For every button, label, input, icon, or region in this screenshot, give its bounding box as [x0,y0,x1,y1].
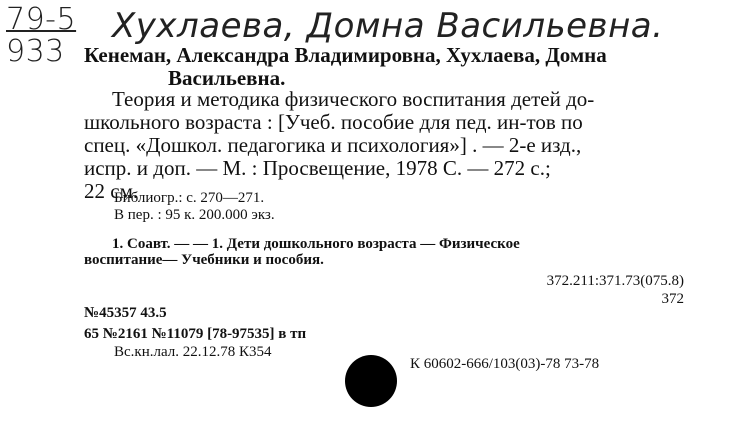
publisher-code: К 60602-666/103(03)-78 73-78 [410,356,600,372]
body-line-5: 22 см. [84,179,139,203]
udc-code: 372.211:371.73(075.8) [546,273,684,289]
subject-line-2: воспитание— Учебники и пособия. [84,252,324,268]
classification-block [547,272,684,308]
heading-line-2: Васильевна. [168,66,286,90]
punch-hole [345,355,397,407]
order-line: 65 №2161 №11079 [78-97535] в тп [84,326,307,342]
subject-headings [84,236,684,268]
handwritten-call-number-bottom: 933 [6,34,65,69]
body-line-4: испр. и доп. — М. : Просвещение, 1978 С. — 272 с.; [84,156,551,180]
bibliographic-description [84,88,684,203]
card-heading [84,44,704,90]
price-note: В пер. : 95 к. 200.000 экз. [114,207,275,223]
body-line-3: спец. «Дошкол. педагогика и психология»] . — 2-е изд., [84,133,582,157]
subject-line-1: 1. Соавт. — — 1. Дети дошкольного возраста — Физическое [112,236,520,252]
body-line-1: Теория и методика физического воспитания детей до- [112,87,595,111]
date-line: Вс.кн.лал. 22.12.78 К354 [114,344,272,360]
heading-line-1: Кенеман, Александра Владимировна, Хухлаева, Домна [84,43,607,67]
handwritten-author-name: Хухлаева, Домна Васильевна. [112,6,664,46]
accession-number: №45357 43.5 [84,305,167,321]
class-code: 372 [661,291,684,307]
bibliography-note: Библиогр.: с. 270—271. [114,190,265,206]
body-line-2: школьного возраста : [Учеб. пособие для пед. ин-тов по [84,110,583,134]
handwritten-call-number-top: 79-5 [6,2,77,37]
